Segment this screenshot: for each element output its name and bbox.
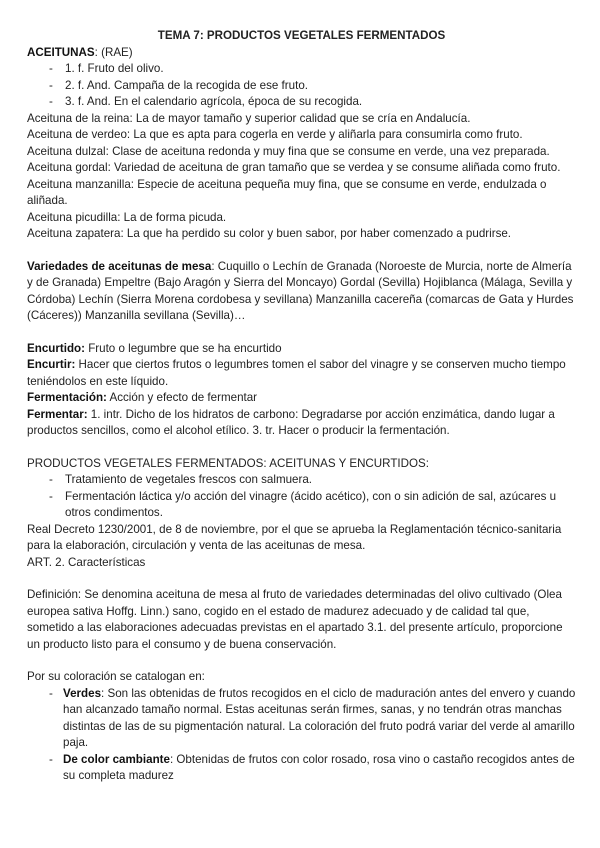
term-definition [27,407,576,440]
definicion-paragraph: Definición: Se denomina aceituna de mesa al fruto de variedades determinadas del olivo cultivado (Olea europea sativa Hoffg. Linn.) sano, cogido en el estado de madurez adecuado y de calidad tal que, sometido a las elaboraciones adecuadas previstas en el apartado 3.1. del presente artículo, proporcione un producto listo para el consumo y de buena conservación. [27,588,563,651]
coloracion-text: : Son las obtenidas de frutos recogidos en el ciclo de maduración antes del envero y cuando han alcanzado tamaño normal. Estas aceitunas serán firmes, sanas, y no tendrán otras manchas distintas de las de su pigmentación natural. La coloración del fruto podrá variar del verde al amarillo paja. [63,686,576,749]
aceituna-definition: Aceituna de verdeo: La que es apta para cogerla en verde y aliñarla para consumirla como fruto. [27,128,523,141]
aceituna-definition: Aceituna zapatera: La que ha perdido su color y buen sabor, por haber comenzado a pudrirse. [27,227,512,240]
term-label: Encurtido: [27,341,85,355]
aceituna-definition: Aceituna picudilla: La de forma picuda. [27,210,227,224]
variedades-text: : Cuquillo o Lechín de Granada (Noroeste de Murcia, norte de Almería y de Granada) Empeltre (Bajo Aragón y Sierra del Moncayo) Gordal (Sevilla) Hojiblanca (Málaga, Sevilla y Córdoba) Lechín (Sierra Morena cordobesa y sevillana) Manzanilla cacereña (comarcas de Gata y Hurdes (Cáceres)) Manzanilla sevillana (Sevilla)… [27,259,574,322]
term-text: Hacer que ciertos frutos o legumbres tomen el sabor del vinagre y se conserven mucho tiempo teniéndolos en este líquido. [27,358,566,388]
aceituna-definition: Aceituna de la reina: La de mayor tamaño y superior calidad que se cría en Andalucía. [27,111,471,125]
productos-item: - Fermentación láctica y/o acción del vinagre (ácido acético), con o sin adición de sal, azúcares u otros condimentos. [49,489,576,522]
term-text: Fruto o legumbre que se ha encurtido [84,341,282,355]
sense-item: - 3. f. And. En el calendario agrícola, época de su recogida. [49,94,576,111]
spacer [27,653,576,669]
aceitunas-source: : (RAE) [94,45,133,59]
productos-list [27,472,576,522]
term-label: Encurtir: [27,358,76,371]
aceitunas-term: ACEITUNAS [27,45,95,59]
coloracion-text: : Obtenidas de frutos con color rosado, rosa vino o castaño recogidos antes de su completa madurez [63,752,575,782]
term-definition [27,341,576,358]
productos-item: - Tratamiento de vegetales frescos con salmuera. [49,472,576,489]
coloracion-label: Verdes [63,686,102,700]
aceituna-definition: Aceituna gordal: Variedad de aceituna de gran tamaño que se verdea y se consume aliñada como fruto. [27,161,561,174]
page-title: TEMA 7: PRODUCTOS VEGETALES FERMENTADOS [157,29,446,42]
term-label: Fermentación: [27,391,107,404]
spacer [27,571,576,587]
spacer [27,325,576,341]
coloracion-item [49,752,576,785]
term-text: 1. intr. Dicho de los hidratos de carbono: Degradarse por acción enzimática, dando lugar a productos sencillos, como el alcohol etílico. 3. tr. Hacer o producir la fermentación. [27,407,555,437]
aceituna-definition: Aceituna manzanilla: Especie de aceituna pequeña muy fina, que se consume en verde, endulzada o aliñada. [27,177,547,207]
article-heading: ART. 2. Características [27,555,146,569]
term-definition [27,390,576,407]
decree-text: Real Decreto 1230/2001, de 8 de noviembre, por el que se aprueba la Reglamentación técnico-sanitaria para la elaboración, circulación y venta de las aceitunas de mesa. [27,522,562,552]
productos-heading: PRODUCTOS VEGETALES FERMENTADOS: ACEITUNAS Y ENCURTIDOS: [27,456,429,470]
variedades-paragraph [27,259,576,325]
spacer [27,440,576,456]
term-definition [27,357,576,390]
coloracion-item [49,686,576,752]
coloracion-intro: Por su coloración se catalogan en: [27,670,205,683]
spacer [27,243,576,259]
term-text: Acción y efecto de fermentar [106,391,258,404]
variedades-label: Variedades de aceitunas de mesa [27,259,212,273]
aceitunas-senses-list [27,61,576,111]
sense-item: - 1. f. Fruto del olivo. [49,61,576,78]
coloracion-list [27,686,576,785]
aceitunas-header [27,45,576,62]
term-label: Fermentar: [27,407,88,421]
coloracion-label: De color cambiante [63,752,170,766]
sense-item: - 2. f. And. Campaña de la recogida de ese fruto. [49,78,576,95]
aceituna-definition: Aceituna dulzal: Clase de aceituna redonda y muy fina que se consume en verde, una vez preparada. [27,144,550,158]
